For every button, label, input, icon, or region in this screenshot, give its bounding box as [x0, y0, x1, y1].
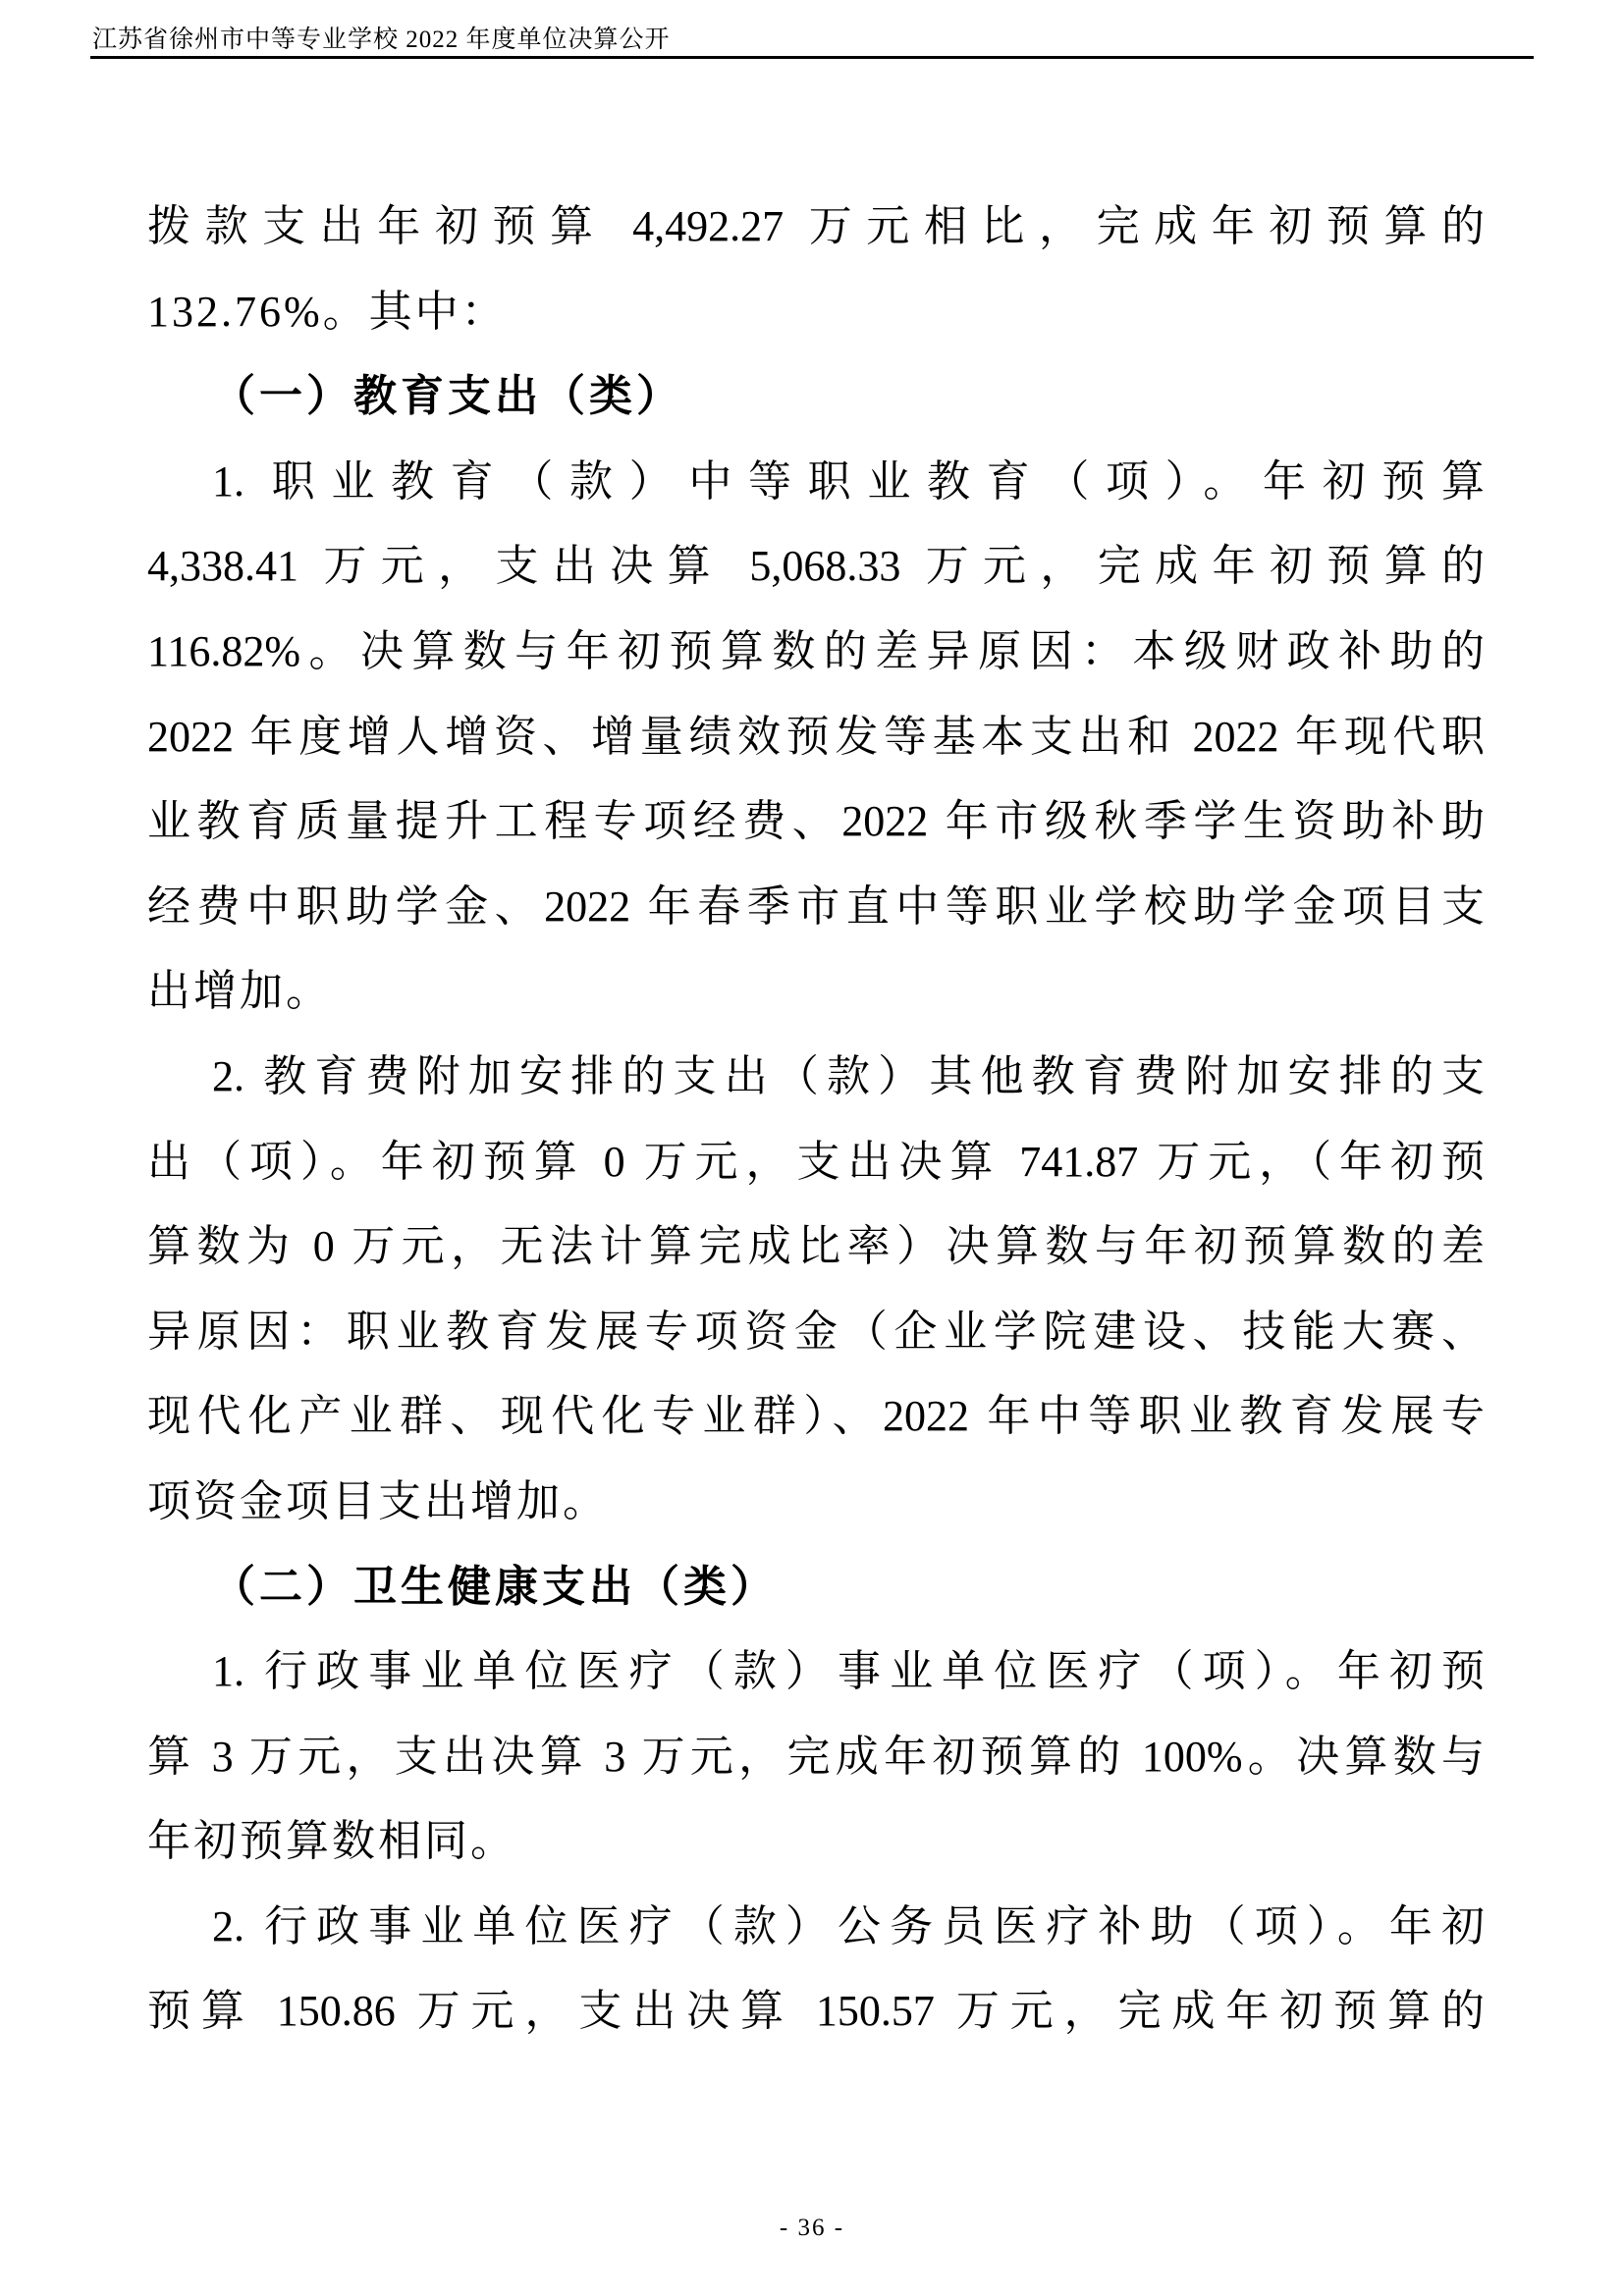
body-line: 现代化产业群、现代化专业群）、2022 年中等职业教育发展专 [147, 1392, 1485, 1441]
body-line: 2. 行政事业单位医疗（款）公务员医疗补助（项）。年初 [212, 1901, 1485, 1950]
body-line: 1. 行政事业单位医疗（款）事业单位医疗（项）。年初预 [212, 1647, 1485, 1696]
body-line: 出（项）。年初预算 0 万元，支出决算 741.87 万元，（年初预 [147, 1137, 1485, 1186]
body-line: 算 3 万元，支出决算 3 万元，完成年初预算的 100%。决算数与 [147, 1732, 1485, 1781]
section-heading: （二）卫生健康支出（类） [212, 1562, 778, 1611]
body-line: 业教育质量提升工程专项经费、2022 年市级秋季学生资助补助 [147, 797, 1485, 846]
body-line: 年初预算数相同。 [147, 1817, 516, 1866]
body-line: 132.76%。其中： [147, 287, 508, 336]
section-heading: （一）教育支出（类） [212, 372, 683, 421]
body-line: 116.82%。决算数与年初预算数的差异原因：本级财政补助的 [147, 626, 1485, 675]
body-line: 异原因：职业教育发展专项资金（企业学院建设、技能大赛、 [147, 1307, 1485, 1356]
body-line: 拨款支出年初预算 4,492.27 万元相比，完成年初预算的 [147, 202, 1485, 250]
body-line: 4,338.41 万元，支出决算 5,068.33 万元，完成年初预算的 [147, 542, 1485, 591]
page-number: - 36 - [779, 2215, 845, 2241]
document-body [147, 185, 1485, 2055]
body-line: 算数为 0 万元，无法计算完成比率）决算数与年初预算数的差 [147, 1222, 1485, 1271]
body-line: 2. 教育费附加安排的支出（款）其他教育费附加安排的支 [212, 1051, 1485, 1100]
body-line: 预算 150.86 万元，支出决算 150.57 万元，完成年初预算的 [147, 1987, 1485, 2036]
body-line: 1. 职业教育（款）中等职业教育（项）。年初预算 [212, 456, 1485, 506]
header-title: 江苏省徐州市中等专业学校 2022 年度单位决算公开 [92, 27, 671, 53]
header-rule [90, 56, 1534, 59]
body-line: 出增加。 [147, 967, 332, 1016]
body-line: 2022 年度增人增资、增量绩效预发等基本支出和 2022 年现代职 [147, 712, 1485, 761]
body-line: 项资金项目支出增加。 [147, 1476, 609, 1525]
body-line: 经费中职助学金、2022 年春季市直中等职业学校助学金项目支 [147, 881, 1485, 931]
